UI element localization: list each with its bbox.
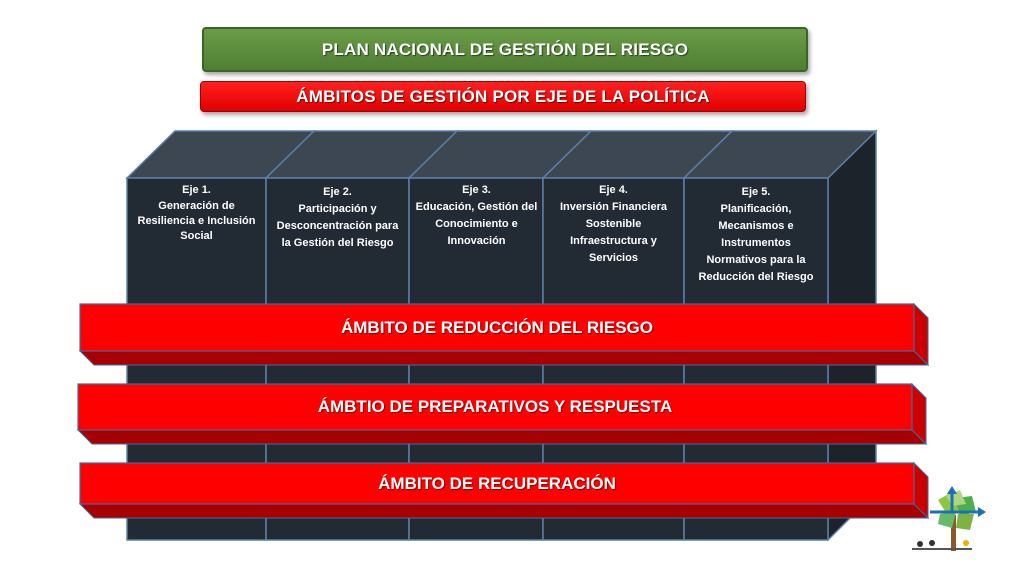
eje-1-label (131, 182, 262, 244)
eje-4-text: Inversión Financiera Sostenible Infraestructura y Servicios (560, 201, 667, 264)
eje-3-text: Educación, Gestión del Conocimiento e Innovación (415, 201, 538, 247)
band-recuperacion-bottom (80, 504, 928, 518)
eje-1-number: Eje 1. (182, 184, 211, 196)
eje-3-number: Eje 3. (462, 184, 491, 196)
ambito-recuperacion-label: ÁMBITO DE RECUPERACIÓN (378, 473, 616, 493)
band-preparativos-bottom (78, 430, 926, 444)
eje-3-label (413, 182, 540, 250)
eje-5-text: Planificación, Mecanismos e Instrumentos Normativos para la Reducción del Riesgo (698, 203, 814, 283)
eje-2-label (272, 184, 403, 252)
eje-4-label (550, 182, 677, 267)
ambito-reduccion-label: ÁMBITO DE REDUCCIÓN DEL RIESGO (340, 317, 653, 337)
ambitos-subtitle: ÁMBITOS DE GESTIÓN POR EJE DE LA POLÍTICA (296, 86, 710, 106)
plan-title: PLAN NACIONAL DE GESTIÓN DEL RIESGO (321, 39, 689, 59)
band-reduccion-bottom (80, 351, 928, 365)
eje-1-text: Generación de Resiliencia e Inclusión Social (137, 200, 256, 242)
eje-5-number: Eje 5. (741, 186, 771, 198)
eje-5-label (692, 184, 820, 286)
ambito-preparativos-label: ÁMBTIO DE PREPARATIVOS Y RESPUESTA (317, 397, 673, 416)
eje-2-text: Participación y Desconcentración para la Gestión del Riesgo (276, 203, 399, 249)
eje-2-number: Eje 2. (323, 186, 352, 198)
eje-4-number: Eje 4. (599, 184, 628, 196)
